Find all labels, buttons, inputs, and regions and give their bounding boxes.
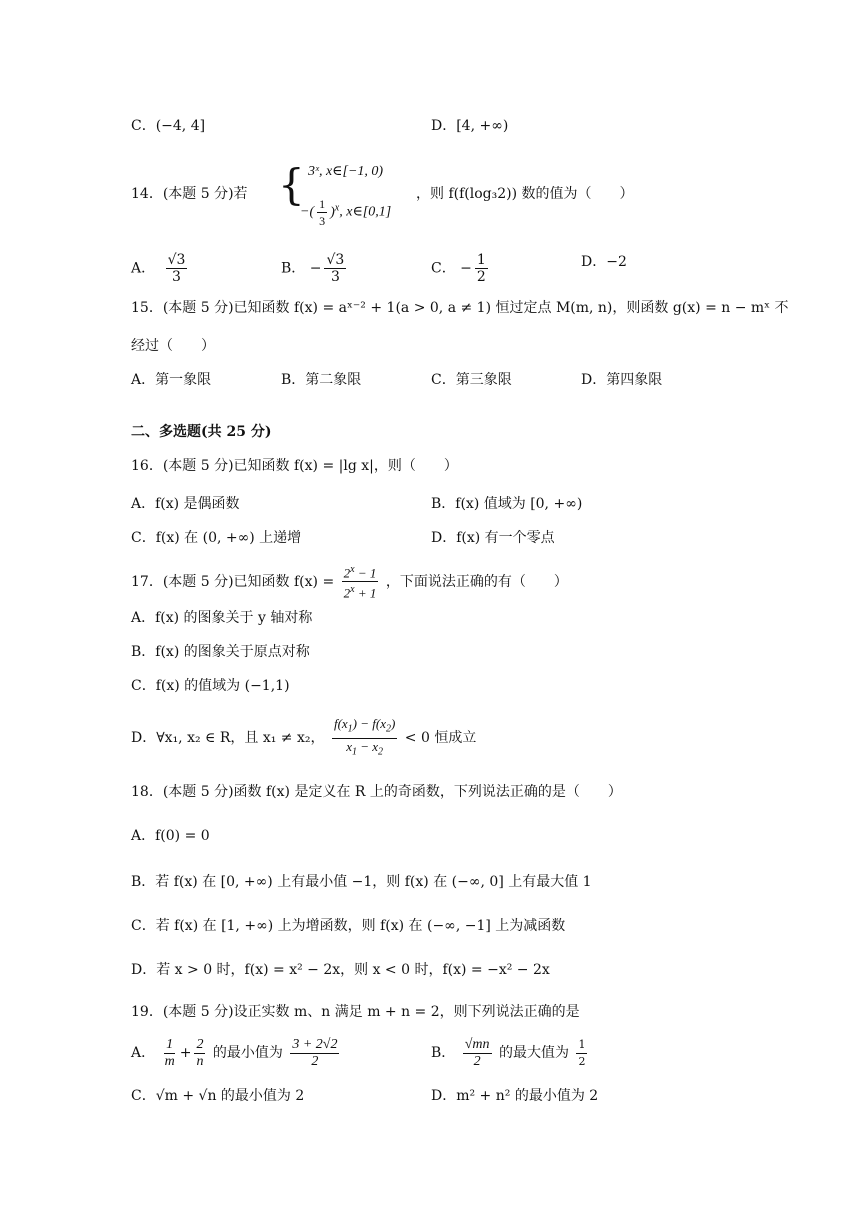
q16-option-d: D．f(x) 有一个零点 (431, 530, 555, 546)
q19-option-c: C．√m + √n 的最小值为 2 (131, 1088, 305, 1104)
q13-option-d: D．[4, +∞) (431, 118, 509, 134)
q18-option-d: D．若 x > 0 时，f(x) = x² − 2x，则 x < 0 时，f(x) = −x² − 2x (131, 962, 550, 978)
q13-option-c: C．(−4, 4] (131, 118, 206, 134)
q19-option-d: D．m² + n² 的最小值为 2 (431, 1088, 599, 1104)
q19-option-b: B． $\frac{√mn}{2}$ 的最大值为 $\frac{1}{2}$ (431, 1036, 586, 1069)
q17-option-c: C．f(x) 的值域为 (−1,1) (131, 678, 290, 694)
section-title-multi-choice: 二、多选题(共 25 分) (131, 424, 272, 440)
q15-option-d: D．第四象限 (581, 372, 663, 388)
q15-option-c: C．第三象限 (431, 372, 512, 388)
q18-option-b: B．若 f(x) 在 [0, +∞) 上有最小值 −1，则 f(x) 在 (−∞, 0] 上有最大值 1 (131, 874, 592, 890)
q14-option-a: A． $\frac{√3}{3}$ (131, 252, 186, 285)
q15-stem-line-2: 经过（ ） (131, 338, 215, 354)
q14-option-b: B． − $\frac{√3}{3}$ (281, 252, 345, 285)
q18-stem: 18．(本题 5 分)函数 f(x) 是定义在 R 上的奇函数，下列说法正确的是（ ） (131, 784, 622, 800)
q15-stem-line-1: 15．(本题 5 分)已知函数 f(x) = aˣ⁻² + 1(a > 0, a ≠ 1) 恒过定点 M(m, n)，则函数 g(x) = n − mˣ 不 (131, 300, 789, 316)
q17-option-a: A．f(x) 的图象关于 y 轴对称 (131, 610, 313, 626)
q15-option-a: A．第一象限 (131, 372, 212, 388)
q14-option-c: C． − $\frac{1}{2}$ (431, 252, 486, 285)
q17-option-b: B．f(x) 的图象关于原点对称 (131, 644, 310, 660)
q16-stem: 16．(本题 5 分)已知函数 f(x) = |lg x|，则（ ） (131, 458, 458, 474)
q19-option-a: A． $\frac{1}{m}$ + $\frac{2}{n}$ 的最小值为 $\frac{3 + 2√2}{2}$ (131, 1036, 338, 1069)
q14-stem-suffix: ，则 f(f(log₃2)) 数的值为（ ） (416, 186, 634, 202)
q14-stem-prefix: 14．(本题 5 分)若 (131, 186, 248, 202)
q14-piece-1: 3ˣ, x∈[−1, 0) (308, 164, 384, 179)
q15-option-b: B．第二象限 (281, 372, 362, 388)
q14-brace: { (278, 160, 305, 209)
q17-stem: 17．(本题 5 分)已知函数 f(x) = $\frac{2^x - 1}{2^x + 1}$ ，下面说法正确的有（ ） (131, 564, 568, 601)
q16-option-a: A．f(x) 是偶函数 (131, 496, 240, 512)
q17-option-d: D．∀x₁, x₂ ∈ R，且 x₁ ≠ x₂， $\frac{f(x_1) - f(x_2)}{x_1 - x_2}$ < 0 恒成立 (131, 716, 477, 758)
q18-option-a: A．f(0) = 0 (131, 828, 210, 844)
q19-stem: 19．(本题 5 分)设正实数 m、n 满足 m + n = 2，则下列说法正确的是 (131, 1004, 580, 1020)
q18-option-c: C．若 f(x) 在 [1, +∞) 上为增函数，则 f(x) 在 (−∞, −1] 上为减函数 (131, 918, 566, 934)
q16-option-b: B．f(x) 值域为 [0, +∞) (431, 496, 583, 512)
q14-piece-2-tail: , x∈[0,1] (339, 204, 392, 220)
q16-option-c: C．f(x) 在 (0, +∞) 上递增 (131, 530, 302, 546)
q14-option-d: D．−2 (581, 254, 627, 270)
q14-piece-2: −( $\frac{1}{3}$ )$^x$, x∈[0,1] (300, 197, 392, 228)
